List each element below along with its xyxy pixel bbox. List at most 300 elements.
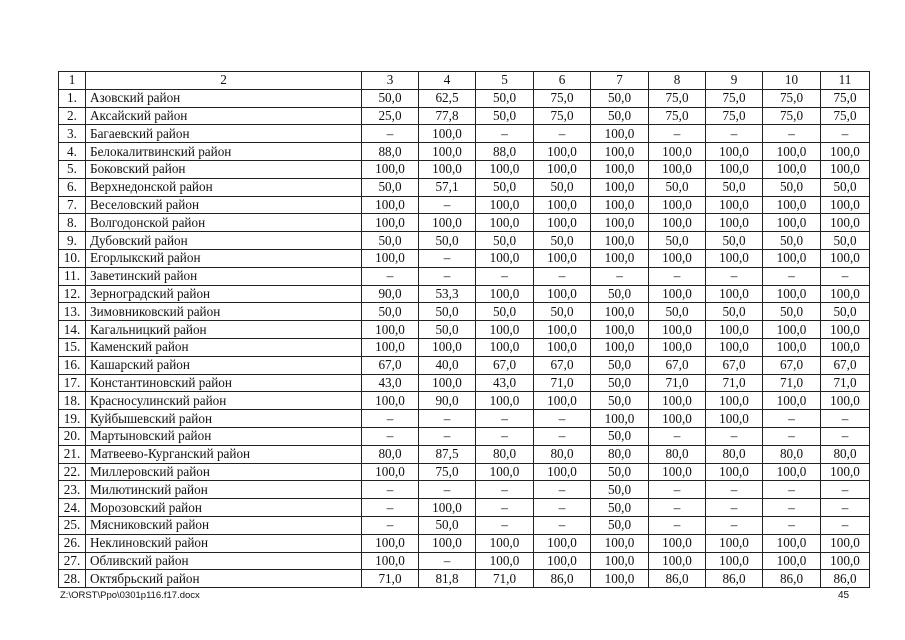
row-number-cell: 6. [59, 178, 86, 196]
value-cell: 100,0 [706, 534, 763, 552]
row-number-cell: 27. [59, 552, 86, 570]
value-cell: 40,0 [419, 356, 476, 374]
value-cell: 100,0 [419, 214, 476, 232]
value-cell: – [763, 267, 821, 285]
value-cell: – [362, 516, 419, 534]
value-cell: 100,0 [534, 249, 591, 267]
value-cell: 75,0 [706, 89, 763, 107]
table-row [59, 338, 870, 356]
value-cell: – [821, 516, 870, 534]
value-cell: 100,0 [591, 196, 649, 214]
table-row [59, 143, 870, 161]
header-cell: 3 [362, 72, 419, 90]
value-cell: 100,0 [591, 570, 649, 588]
value-cell: 100,0 [419, 534, 476, 552]
table-row [59, 374, 870, 392]
value-cell: 86,0 [763, 570, 821, 588]
table-row [59, 445, 870, 463]
value-cell: – [821, 499, 870, 517]
value-cell: 75,0 [534, 89, 591, 107]
value-cell: – [763, 410, 821, 428]
value-cell: 71,0 [649, 374, 706, 392]
value-cell: 100,0 [476, 534, 534, 552]
value-cell: 50,0 [476, 232, 534, 250]
value-cell: 50,0 [821, 232, 870, 250]
value-cell: 50,0 [649, 232, 706, 250]
value-cell: 100,0 [649, 392, 706, 410]
value-cell: 100,0 [821, 143, 870, 161]
value-cell: 50,0 [476, 107, 534, 125]
value-cell: 50,0 [763, 178, 821, 196]
value-cell: – [821, 481, 870, 499]
row-number-cell: 15. [59, 338, 86, 356]
row-number-cell: 16. [59, 356, 86, 374]
value-cell: 100,0 [362, 392, 419, 410]
value-cell: 100,0 [419, 338, 476, 356]
value-cell: 100,0 [362, 463, 419, 481]
value-cell: 80,0 [534, 445, 591, 463]
value-cell: – [362, 410, 419, 428]
value-cell: – [534, 427, 591, 445]
table-row [59, 214, 870, 232]
value-cell: – [534, 516, 591, 534]
value-cell: – [476, 481, 534, 499]
header-cell: 11 [821, 72, 870, 90]
value-cell: 100,0 [821, 463, 870, 481]
value-cell: 100,0 [362, 552, 419, 570]
value-cell: 50,0 [362, 89, 419, 107]
row-number-cell: 14. [59, 321, 86, 339]
value-cell: 100,0 [649, 410, 706, 428]
table-row [59, 178, 870, 196]
value-cell: – [763, 499, 821, 517]
value-cell: 90,0 [362, 285, 419, 303]
value-cell: 100,0 [591, 321, 649, 339]
header-cell: 2 [86, 72, 362, 90]
header-cell: 8 [649, 72, 706, 90]
value-cell: 50,0 [419, 232, 476, 250]
table-row [59, 570, 870, 588]
value-cell: – [706, 125, 763, 143]
value-cell: 100,0 [706, 321, 763, 339]
value-cell: – [649, 516, 706, 534]
table-row [59, 410, 870, 428]
value-cell: 100,0 [476, 249, 534, 267]
value-cell: 100,0 [476, 392, 534, 410]
value-cell: 75,0 [649, 89, 706, 107]
value-cell: – [362, 481, 419, 499]
value-cell: 100,0 [763, 338, 821, 356]
value-cell: 100,0 [763, 160, 821, 178]
value-cell: – [476, 125, 534, 143]
header-cell: 9 [706, 72, 763, 90]
district-name-cell: Морозовский район [86, 499, 362, 517]
value-cell: 100,0 [591, 534, 649, 552]
row-number-cell: 18. [59, 392, 86, 410]
value-cell: 71,0 [534, 374, 591, 392]
value-cell: 86,0 [649, 570, 706, 588]
value-cell: 50,0 [476, 178, 534, 196]
value-cell: 100,0 [591, 552, 649, 570]
row-number-cell: 26. [59, 534, 86, 552]
value-cell: 100,0 [362, 160, 419, 178]
row-number-cell: 8. [59, 214, 86, 232]
value-cell: – [649, 267, 706, 285]
value-cell: 100,0 [591, 143, 649, 161]
value-cell: 100,0 [591, 214, 649, 232]
value-cell: – [476, 410, 534, 428]
value-cell: 100,0 [476, 196, 534, 214]
value-cell: – [763, 427, 821, 445]
value-cell: 100,0 [763, 552, 821, 570]
data-table [58, 71, 870, 588]
value-cell: 100,0 [362, 321, 419, 339]
header-cell: 4 [419, 72, 476, 90]
value-cell: 100,0 [362, 196, 419, 214]
table-row [59, 499, 870, 517]
value-cell: 100,0 [763, 214, 821, 232]
district-name-cell: Красносулинский район [86, 392, 362, 410]
value-cell: 100,0 [821, 285, 870, 303]
value-cell: 100,0 [706, 214, 763, 232]
value-cell: 50,0 [591, 481, 649, 499]
district-name-cell: Веселовский район [86, 196, 362, 214]
table-row [59, 160, 870, 178]
value-cell: – [476, 267, 534, 285]
table-row [59, 303, 870, 321]
table-row [59, 321, 870, 339]
value-cell: 71,0 [821, 374, 870, 392]
value-cell: 80,0 [362, 445, 419, 463]
value-cell: – [821, 410, 870, 428]
district-name-cell: Аксайский район [86, 107, 362, 125]
table-row [59, 534, 870, 552]
value-cell: 100,0 [821, 196, 870, 214]
row-number-cell: 3. [59, 125, 86, 143]
table-row [59, 463, 870, 481]
value-cell: 62,5 [419, 89, 476, 107]
row-number-cell: 7. [59, 196, 86, 214]
district-name-cell: Дубовский район [86, 232, 362, 250]
value-cell: 100,0 [534, 196, 591, 214]
value-cell: 100,0 [763, 285, 821, 303]
value-cell: 100,0 [706, 143, 763, 161]
value-cell: 80,0 [821, 445, 870, 463]
value-cell: 100,0 [649, 214, 706, 232]
value-cell: 100,0 [706, 463, 763, 481]
value-cell: 50,0 [649, 178, 706, 196]
value-cell: 100,0 [591, 410, 649, 428]
value-cell: 80,0 [763, 445, 821, 463]
district-name-cell: Миллеровский район [86, 463, 362, 481]
value-cell: 100,0 [362, 338, 419, 356]
value-cell: 100,0 [534, 321, 591, 339]
header-cell: 7 [591, 72, 649, 90]
value-cell: – [419, 410, 476, 428]
value-cell: 100,0 [649, 534, 706, 552]
value-cell: 53,3 [419, 285, 476, 303]
value-cell: 88,0 [362, 143, 419, 161]
value-cell: 50,0 [649, 303, 706, 321]
value-cell: 100,0 [534, 392, 591, 410]
value-cell: 100,0 [763, 249, 821, 267]
row-number-cell: 5. [59, 160, 86, 178]
district-name-cell: Боковский район [86, 160, 362, 178]
value-cell: 67,0 [362, 356, 419, 374]
value-cell: 86,0 [821, 570, 870, 588]
value-cell: 100,0 [534, 338, 591, 356]
value-cell: 88,0 [476, 143, 534, 161]
page-number: 45 [838, 590, 850, 601]
value-cell: 100,0 [534, 552, 591, 570]
row-number-cell: 12. [59, 285, 86, 303]
value-cell: 100,0 [476, 338, 534, 356]
value-cell: – [419, 427, 476, 445]
value-cell: 75,0 [821, 89, 870, 107]
district-name-cell: Обливский район [86, 552, 362, 570]
district-name-cell: Милютинский район [86, 481, 362, 499]
value-cell: 67,0 [649, 356, 706, 374]
value-cell: 100,0 [362, 249, 419, 267]
row-number-cell: 24. [59, 499, 86, 517]
header-cell: 1 [59, 72, 86, 90]
row-number-cell: 9. [59, 232, 86, 250]
row-number-cell: 25. [59, 516, 86, 534]
value-cell: – [419, 249, 476, 267]
value-cell: 100,0 [706, 392, 763, 410]
value-cell: – [649, 481, 706, 499]
value-cell: – [419, 267, 476, 285]
value-cell: 50,0 [591, 374, 649, 392]
value-cell: 100,0 [591, 160, 649, 178]
value-cell: 100,0 [362, 214, 419, 232]
district-name-cell: Волгодонской район [86, 214, 362, 232]
value-cell: 100,0 [763, 463, 821, 481]
value-cell: 100,0 [821, 214, 870, 232]
value-cell: 100,0 [476, 160, 534, 178]
value-cell: – [362, 427, 419, 445]
district-name-cell: Каменский район [86, 338, 362, 356]
value-cell: – [706, 481, 763, 499]
table-row [59, 481, 870, 499]
value-cell: – [821, 125, 870, 143]
district-name-cell: Кашарский район [86, 356, 362, 374]
table-row [59, 392, 870, 410]
district-name-cell: Кагальницкий район [86, 321, 362, 339]
value-cell: 50,0 [362, 178, 419, 196]
value-cell: 75,0 [534, 107, 591, 125]
value-cell: – [362, 267, 419, 285]
value-cell: – [362, 125, 419, 143]
value-cell: 100,0 [649, 321, 706, 339]
value-cell: 50,0 [362, 303, 419, 321]
district-name-cell: Куйбышевский район [86, 410, 362, 428]
table-row [59, 516, 870, 534]
value-cell: 50,0 [362, 232, 419, 250]
row-number-cell: 20. [59, 427, 86, 445]
row-number-cell: 11. [59, 267, 86, 285]
value-cell: 100,0 [763, 196, 821, 214]
value-cell: – [476, 499, 534, 517]
value-cell: – [419, 196, 476, 214]
value-cell: – [706, 499, 763, 517]
value-cell: 77,8 [419, 107, 476, 125]
value-cell: 100,0 [591, 125, 649, 143]
district-name-cell: Матвеево-Курганский район [86, 445, 362, 463]
value-cell: 100,0 [534, 160, 591, 178]
district-name-cell: Егорлыкский район [86, 249, 362, 267]
row-number-cell: 22. [59, 463, 86, 481]
district-name-cell: Октябрьский район [86, 570, 362, 588]
value-cell: 71,0 [362, 570, 419, 588]
district-name-cell: Неклиновский район [86, 534, 362, 552]
value-cell: 50,0 [763, 303, 821, 321]
value-cell: 100,0 [476, 214, 534, 232]
table-header-row [59, 72, 870, 90]
value-cell: 100,0 [534, 285, 591, 303]
value-cell: 100,0 [821, 321, 870, 339]
value-cell: 100,0 [534, 143, 591, 161]
value-cell: 87,5 [419, 445, 476, 463]
value-cell: 50,0 [706, 303, 763, 321]
value-cell: 100,0 [476, 552, 534, 570]
value-cell: 75,0 [763, 107, 821, 125]
row-number-cell: 1. [59, 89, 86, 107]
header-cell: 10 [763, 72, 821, 90]
row-number-cell: 13. [59, 303, 86, 321]
table-row [59, 249, 870, 267]
table-row [59, 196, 870, 214]
value-cell: 100,0 [419, 499, 476, 517]
value-cell: 50,0 [591, 285, 649, 303]
value-cell: 100,0 [649, 143, 706, 161]
value-cell: 86,0 [706, 570, 763, 588]
value-cell: 50,0 [706, 232, 763, 250]
value-cell: 50,0 [763, 232, 821, 250]
value-cell: 100,0 [419, 125, 476, 143]
value-cell: 71,0 [476, 570, 534, 588]
value-cell: – [763, 516, 821, 534]
file-path: Z:\ORST\Ppo\0301p116.f17.docx [60, 590, 200, 601]
value-cell: – [821, 267, 870, 285]
value-cell: 100,0 [763, 534, 821, 552]
district-name-cell: Белокалитвинский район [86, 143, 362, 161]
value-cell: 100,0 [706, 552, 763, 570]
value-cell: 75,0 [419, 463, 476, 481]
value-cell: 100,0 [649, 249, 706, 267]
value-cell: 50,0 [534, 232, 591, 250]
value-cell: 100,0 [706, 160, 763, 178]
table-row [59, 89, 870, 107]
district-name-cell: Мясниковский район [86, 516, 362, 534]
value-cell: – [534, 481, 591, 499]
value-cell: 67,0 [821, 356, 870, 374]
value-cell: 57,1 [419, 178, 476, 196]
value-cell: 67,0 [534, 356, 591, 374]
value-cell: – [706, 427, 763, 445]
value-cell: 50,0 [534, 178, 591, 196]
value-cell: 50,0 [591, 427, 649, 445]
value-cell: 100,0 [591, 178, 649, 196]
value-cell: 80,0 [706, 445, 763, 463]
value-cell: 100,0 [821, 552, 870, 570]
value-cell: 100,0 [649, 285, 706, 303]
value-cell: 100,0 [419, 160, 476, 178]
value-cell: 100,0 [706, 196, 763, 214]
district-name-cell: Зимовниковский район [86, 303, 362, 321]
value-cell: – [476, 427, 534, 445]
value-cell: 67,0 [706, 356, 763, 374]
value-cell: 50,0 [591, 107, 649, 125]
value-cell: 71,0 [763, 374, 821, 392]
value-cell: – [362, 499, 419, 517]
value-cell: 71,0 [706, 374, 763, 392]
value-cell: – [763, 125, 821, 143]
value-cell: – [419, 552, 476, 570]
value-cell: – [534, 125, 591, 143]
value-cell: 100,0 [362, 534, 419, 552]
value-cell: – [649, 499, 706, 517]
value-cell: 50,0 [419, 321, 476, 339]
value-cell: 100,0 [649, 196, 706, 214]
value-cell: – [534, 499, 591, 517]
value-cell: 100,0 [591, 249, 649, 267]
value-cell: 100,0 [706, 285, 763, 303]
value-cell: – [591, 267, 649, 285]
row-number-cell: 28. [59, 570, 86, 588]
value-cell: 50,0 [821, 178, 870, 196]
value-cell: 50,0 [706, 178, 763, 196]
table-row [59, 232, 870, 250]
district-name-cell: Верхнедонской район [86, 178, 362, 196]
value-cell: 100,0 [591, 303, 649, 321]
header-cell: 6 [534, 72, 591, 90]
value-cell: 100,0 [476, 463, 534, 481]
value-cell: 50,0 [821, 303, 870, 321]
value-cell: 100,0 [706, 249, 763, 267]
value-cell: 100,0 [763, 392, 821, 410]
value-cell: 100,0 [763, 321, 821, 339]
value-cell: 100,0 [591, 232, 649, 250]
value-cell: 100,0 [649, 338, 706, 356]
row-number-cell: 21. [59, 445, 86, 463]
district-name-cell: Зерноградский район [86, 285, 362, 303]
district-name-cell: Багаевский район [86, 125, 362, 143]
district-name-cell: Азовский район [86, 89, 362, 107]
value-cell: 100,0 [419, 374, 476, 392]
table-row [59, 285, 870, 303]
value-cell: – [649, 427, 706, 445]
table-row [59, 427, 870, 445]
value-cell: – [476, 516, 534, 534]
value-cell: 67,0 [476, 356, 534, 374]
value-cell: 100,0 [419, 143, 476, 161]
table-row [59, 107, 870, 125]
value-cell: 100,0 [821, 160, 870, 178]
value-cell: 100,0 [649, 160, 706, 178]
value-cell: 100,0 [649, 463, 706, 481]
value-cell: 80,0 [476, 445, 534, 463]
table-row [59, 267, 870, 285]
value-cell: 100,0 [649, 552, 706, 570]
value-cell: 43,0 [476, 374, 534, 392]
value-cell: – [763, 481, 821, 499]
value-cell: 50,0 [476, 89, 534, 107]
value-cell: 100,0 [534, 463, 591, 481]
value-cell: – [821, 427, 870, 445]
value-cell: 100,0 [534, 534, 591, 552]
value-cell: 50,0 [419, 516, 476, 534]
